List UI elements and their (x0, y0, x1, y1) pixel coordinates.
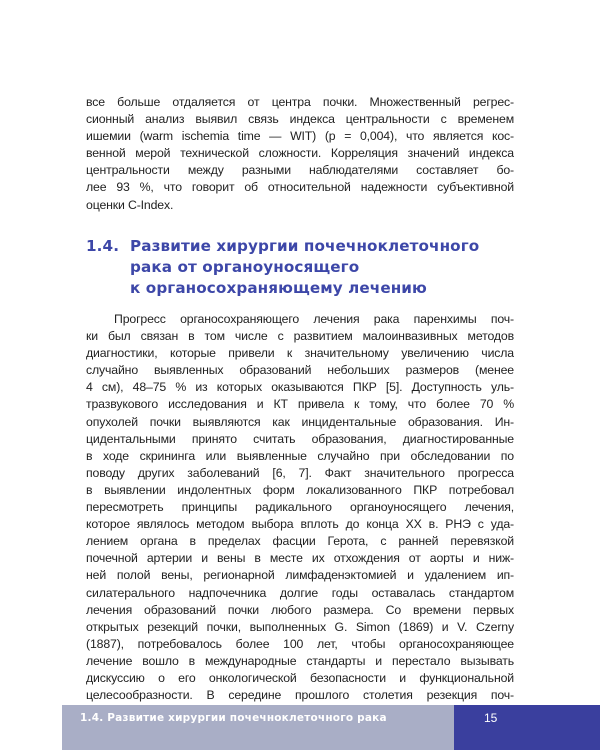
paragraph-top-line: венной мерой технической сложности. Корреляция значений индекса (86, 146, 514, 161)
paragraph-main-line: поводу других заболеваний [6, 7]. Факт значительного прогресса (86, 465, 514, 480)
paragraph-main-line: (1887), потребовалось более 100 лет, чтобы органосохраняющее (86, 636, 514, 651)
paragraph-main (86, 311, 514, 704)
running-title-band (62, 705, 454, 750)
paragraph-main-line: тразвукового исследования и КТ привела к тому, что более 70 % (86, 397, 514, 412)
paragraph-main-line: целесообразности. В середине прошлого столетия резекция поч- (86, 688, 514, 703)
paragraph-main-line: Прогресс органосохраняющего лечения рака паренхимы поч- (114, 312, 514, 326)
section-heading-line (86, 236, 526, 257)
paragraph-main-line: силатерального надпочечника долгие годы оставалась стандартом (86, 585, 514, 600)
paragraph-main-line: открытых резекций почки, выполненных G. Simon (1869) и V. Czerny (86, 619, 514, 634)
paragraph-main-line: которое являлось методом выбора вплоть до конца XX в. РНЭ с уда- (86, 517, 514, 532)
section-title-line: Развитие хирургии почечноклеточного (130, 237, 480, 255)
section-title-line: рака от органоуносящего (130, 258, 360, 276)
paragraph-main-line: почечной артерии и вены в месте их отхождения от аорты и ниж- (86, 551, 514, 566)
paragraph-top (86, 94, 514, 214)
paragraph-main-line: в ходе скрининга или выявленные случайно при обследовании по (86, 448, 514, 463)
paragraph-top-line: центральности между разными наблюдателями составляет бо- (86, 163, 514, 178)
paragraph-top-line: ишемии (warm ischemia time — WIT) (p = 0,004), что является кос- (86, 129, 514, 144)
paragraph-main-line: опухолей почки выявляются как инцидентальные образования. Ин- (86, 414, 514, 429)
paragraph-top-line: оценки C-Index. (86, 197, 174, 212)
paragraph-main-line: ней полой вены, регионарной лимфаденэктомией и удалением ип- (86, 568, 514, 583)
paragraph-main-line: лечения образований почки любого размера. Со времени первых (86, 602, 514, 617)
section-heading (86, 236, 526, 299)
paragraph-main-line: цидентальными принято считать образования, диагностированные (86, 431, 514, 446)
page-footer (62, 705, 600, 750)
paragraph-main-line: ки был связан в том числе с развитием малоинвазивных методов (86, 329, 514, 344)
paragraph-main-line: дискуссию о его онкологической безопасности и функциональной (86, 670, 514, 685)
paragraph-top-line: лее 93 %, что говорит об относительной надежности субъективной (86, 180, 514, 195)
paragraph-main-line: в выявлении индолентных форм локализованного ПКР потребовал (86, 482, 514, 497)
paragraph-top-line: сионный анализ выявил связь индекса центральности с временем (86, 112, 514, 127)
paragraph-main-line: 4 см), 48–75 % из которых оказываются ПКР [5]. Доступность уль- (86, 380, 514, 395)
paragraph-main-line: случайно выявленных образований небольших размеров (менее (86, 363, 514, 378)
paragraph-main-line: лечение вошло в международные стандарты и перестало вызывать (86, 653, 514, 668)
section-title-line: к органосохраняющему лечению (130, 279, 427, 297)
paragraph-main-line: диагностики, которые привели к значительному увеличению числа (86, 346, 514, 361)
paragraph-main-line: пересмотреть принципы радикального органоуносящего лечения, (86, 500, 514, 515)
page-number-box (454, 705, 600, 750)
paragraph-top-line: все больше отдаляется от центра почки. Множественный регрес- (86, 95, 514, 109)
page-number: 15 (484, 711, 498, 725)
paragraph-main-line: лением органа в пределах фасции Герота, с ранней перевязкой (86, 534, 514, 549)
running-title: 1.4. Развитие хирургии почечноклеточного рака (80, 712, 387, 724)
section-number: 1.4. (86, 237, 120, 255)
